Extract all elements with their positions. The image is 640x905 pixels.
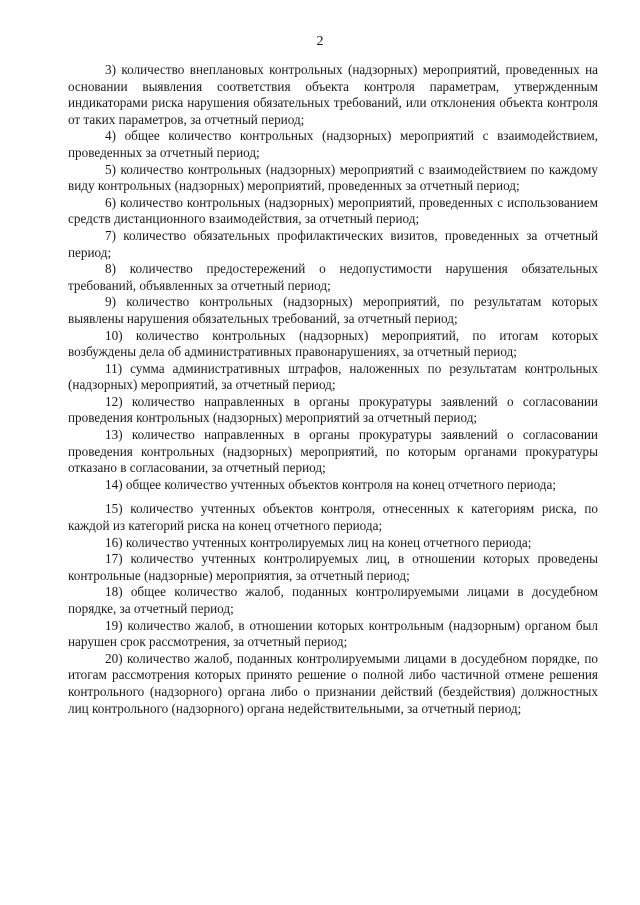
list-item-14: 14) общее количество учтенных объектов контроля на конец отчетного периода; <box>105 476 557 492</box>
list-item-7: 7) количество обязательных профилактических визитов, проведенных за отчетный период; <box>68 227 598 260</box>
list-item-12: 12) количество направленных в органы прокуратуры заявлений о согласовании проведения контрольных (надзорных) мероприятий за отчетный период; <box>68 393 598 426</box>
list-item-16: 16) количество учтенных контролируемых лиц на конец отчетного периода; <box>105 534 532 550</box>
list-item-3: 3) количество внеплановых контрольных (надзорных) мероприятий, проведенных на основании выявления соответствия объекта контроля параметрам, утвержденным индикаторами риска нарушения обязательных требований, или отклонения объекта контроля от таких параметров, за отчетный период; <box>68 62 598 127</box>
list-item-9: 9) количество контрольных (надзорных) мероприятий, по результатам которых выявлены нарушения обязательных требований, за отчетный период; <box>68 294 598 326</box>
list-item-5: 5) количество контрольных (надзорных) мероприятий с взаимодействием по каждому виду контрольных (надзорных) мероприятий, проведенных за отчетный период; <box>68 161 598 194</box>
page-number: 2 <box>316 34 324 49</box>
list-item-15: 15) количество учтенных объектов контроля, отнесенных к категориям риска, по каждой из категорий риска на конец отчетного периода; <box>68 501 598 534</box>
list-item-6: 6) количество контрольных (надзорных) мероприятий, проведенных с использованием средств дистанционного взаимодействия, за отчетный период; <box>68 194 598 227</box>
list-item-20: 20) количество жалоб, поданных контролируемыми лицами в досудебном порядке, по итогам рассмотрения которых принято решение о полной либо частичной отмене решения контрольного (надзорного) органа либо о признании действий (бездействия) должностных лиц контрольного (надзорного) органа недействительными, за отчетный период; <box>68 650 598 716</box>
list-item-19: 19) количество жалоб, в отношении которых контрольным (надзорным) органом был нарушен срок рассмотрения, за отчетный период; <box>68 617 598 650</box>
list-item-18: 18) общее количество жалоб, поданных контролируемыми лицами в досудебном порядке, за отчетный период; <box>68 584 598 616</box>
list-item-17: 17) количество учтенных контролируемых лиц, в отношении которых проведены контрольные (надзорные) мероприятия, за отчетный период; <box>68 551 598 583</box>
list-item-4: 4) общее количество контрольных (надзорных) мероприятий с взаимодействием, проведенных за отчетный период; <box>68 128 598 160</box>
list-item-13: 13) количество направленных в органы прокуратуры заявлений о согласовании проведения контрольных (надзорных) мероприятий, по которым органами прокуратуры отказано в согласовании, за отчетный период; <box>68 427 598 476</box>
document-body <box>68 62 598 717</box>
list-item-8: 8) количество предостережений о недопустимости нарушения обязательных требований, объявленных за отчетный период; <box>68 261 598 293</box>
list-item-10: 10) количество контрольных (надзорных) мероприятий, по итогам которых возбуждены дела об административных правонарушениях, за отчетный период; <box>68 327 598 360</box>
list-item-11: 11) сумма административных штрафов, наложенных по результатам контрольных (надзорных) мероприятий, за отчетный период; <box>68 360 598 393</box>
